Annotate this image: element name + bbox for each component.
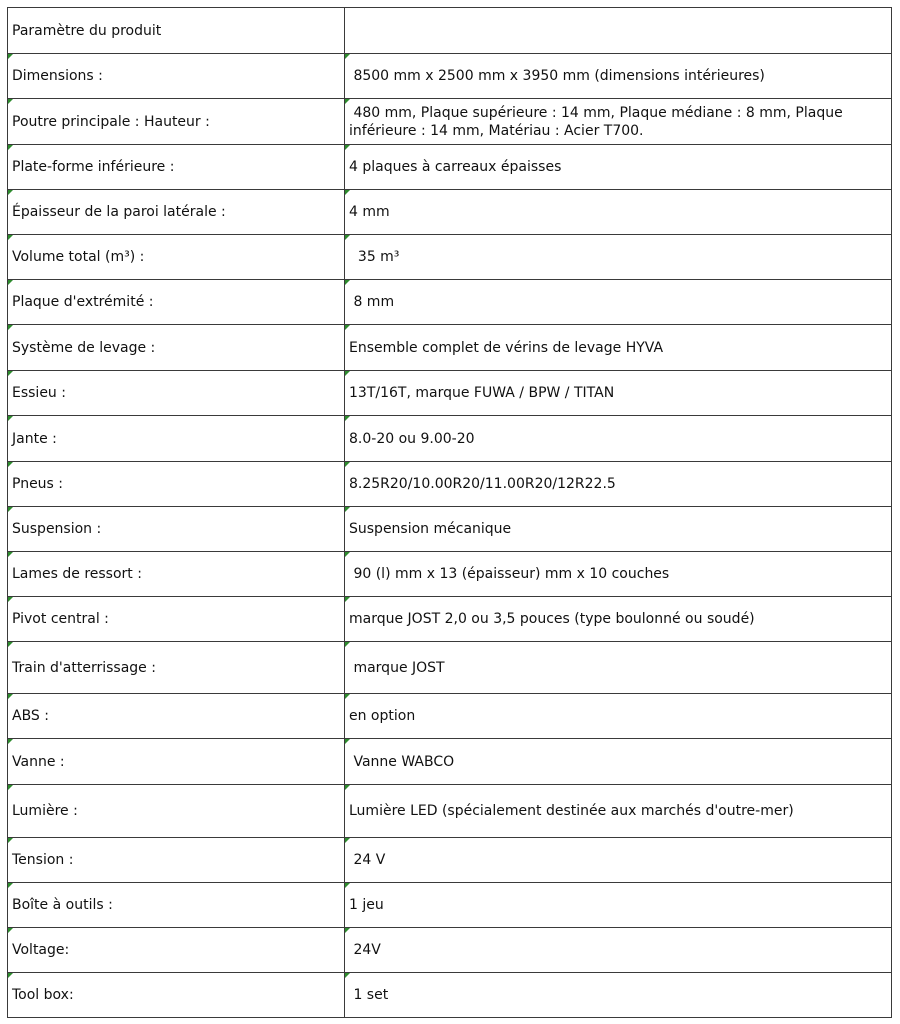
parameter-label: Poutre principale : Hauteur :: [8, 99, 345, 145]
parameter-value: 1 jeu: [345, 883, 892, 928]
table-row: [8, 235, 892, 280]
cell-marker-icon: [345, 739, 350, 744]
parameter-value: Vanne WABCO: [345, 739, 892, 785]
cell-marker-icon: [345, 694, 350, 699]
cell-marker-icon: [8, 973, 13, 978]
parameter-label: Vanne :: [8, 739, 345, 785]
table-row: [8, 785, 892, 838]
parameter-label: Voltage:: [8, 928, 345, 973]
table-row: [8, 145, 892, 190]
table-row: [8, 973, 892, 1018]
parameter-value: 8 mm: [345, 280, 892, 325]
cell-marker-icon: [8, 371, 13, 376]
cell-marker-icon: [345, 54, 350, 59]
cell-marker-icon: [345, 325, 350, 330]
cell-marker-icon: [8, 552, 13, 557]
parameter-label: Train d'atterrissage :: [8, 642, 345, 694]
cell-marker-icon: [345, 462, 350, 467]
cell-marker-icon: [8, 597, 13, 602]
parameter-label: Lames de ressort :: [8, 552, 345, 597]
table-row: [8, 8, 892, 54]
cell-marker-icon: [8, 145, 13, 150]
parameter-label: Paramètre du produit: [8, 8, 345, 54]
cell-marker-icon: [8, 928, 13, 933]
parameter-value: marque JOST 2,0 ou 3,5 pouces (type boulonné ou soudé): [345, 597, 892, 642]
parameter-value: 1 set: [345, 973, 892, 1018]
parameter-value: 8.25R20/10.00R20/11.00R20/12R22.5: [345, 462, 892, 507]
table-row: [8, 928, 892, 973]
cell-marker-icon: [8, 642, 13, 647]
parameter-value: 480 mm, Plaque supérieure : 14 mm, Plaque médiane : 8 mm, Plaque inférieure : 14 mm, Matériau : Acier T700.: [345, 99, 892, 145]
cell-marker-icon: [345, 507, 350, 512]
cell-marker-icon: [345, 371, 350, 376]
parameter-label: Lumière :: [8, 785, 345, 838]
table-row: [8, 416, 892, 462]
table-row: [8, 552, 892, 597]
parameter-label: Plaque d'extrémité :: [8, 280, 345, 325]
parameter-value: en option: [345, 694, 892, 739]
parameter-label: Jante :: [8, 416, 345, 462]
parameter-value: 24 V: [345, 838, 892, 883]
table-row: [8, 507, 892, 552]
cell-marker-icon: [345, 883, 350, 888]
cell-marker-icon: [345, 416, 350, 421]
parameter-label: Boîte à outils :: [8, 883, 345, 928]
parameter-label: Volume total (m³) :: [8, 235, 345, 280]
parameter-value: 13T/16T, marque FUWA / BPW / TITAN: [345, 371, 892, 416]
parameter-label: Pivot central :: [8, 597, 345, 642]
table-row: [8, 597, 892, 642]
parameter-label: ABS :: [8, 694, 345, 739]
cell-marker-icon: [8, 838, 13, 843]
parameter-value: 24V: [345, 928, 892, 973]
product-parameter-table: [7, 7, 892, 1018]
cell-marker-icon: [345, 235, 350, 240]
table-row: [8, 99, 892, 145]
table-row: [8, 371, 892, 416]
cell-marker-icon: [345, 145, 350, 150]
table-row: [8, 190, 892, 235]
parameter-value: 4 mm: [345, 190, 892, 235]
cell-marker-icon: [8, 235, 13, 240]
parameter-label: Tension :: [8, 838, 345, 883]
parameter-value: 8500 mm x 2500 mm x 3950 mm (dimensions intérieures): [345, 54, 892, 99]
cell-marker-icon: [8, 416, 13, 421]
cell-marker-icon: [345, 190, 350, 195]
cell-marker-icon: [8, 325, 13, 330]
cell-marker-icon: [8, 785, 13, 790]
cell-marker-icon: [345, 597, 350, 602]
parameter-label: Plate-forme inférieure :: [8, 145, 345, 190]
table-row: [8, 54, 892, 99]
cell-marker-icon: [345, 99, 350, 104]
cell-marker-icon: [8, 54, 13, 59]
parameter-value: 4 plaques à carreaux épaisses: [345, 145, 892, 190]
cell-marker-icon: [8, 462, 13, 467]
table-row: [8, 325, 892, 371]
cell-marker-icon: [8, 694, 13, 699]
parameter-label: Épaisseur de la paroi latérale :: [8, 190, 345, 235]
table-row: [8, 280, 892, 325]
table-row: [8, 739, 892, 785]
parameter-label: Tool box:: [8, 973, 345, 1018]
parameter-value: [345, 8, 892, 54]
cell-marker-icon: [8, 190, 13, 195]
cell-marker-icon: [345, 785, 350, 790]
cell-marker-icon: [8, 883, 13, 888]
parameter-label: Essieu :: [8, 371, 345, 416]
parameter-value: 35 m³: [345, 235, 892, 280]
parameter-value: marque JOST: [345, 642, 892, 694]
parameter-value: Lumière LED (spécialement destinée aux marchés d'outre-mer): [345, 785, 892, 838]
table-row: [8, 838, 892, 883]
cell-marker-icon: [345, 928, 350, 933]
cell-marker-icon: [345, 973, 350, 978]
parameter-label: Pneus :: [8, 462, 345, 507]
parameter-label: Suspension :: [8, 507, 345, 552]
table-body: [8, 8, 892, 1018]
table-row: [8, 462, 892, 507]
cell-marker-icon: [345, 552, 350, 557]
table-row: [8, 694, 892, 739]
parameter-value: Ensemble complet de vérins de levage HYVA: [345, 325, 892, 371]
parameter-label: Dimensions :: [8, 54, 345, 99]
cell-marker-icon: [8, 280, 13, 285]
parameter-value: 90 (l) mm x 13 (épaisseur) mm x 10 couches: [345, 552, 892, 597]
cell-marker-icon: [345, 280, 350, 285]
cell-marker-icon: [8, 99, 13, 104]
cell-marker-icon: [8, 739, 13, 744]
cell-marker-icon: [8, 507, 13, 512]
table-row: [8, 883, 892, 928]
parameter-value: Suspension mécanique: [345, 507, 892, 552]
cell-marker-icon: [345, 838, 350, 843]
parameter-label: Système de levage :: [8, 325, 345, 371]
table-row: [8, 642, 892, 694]
parameter-value: 8.0-20 ou 9.00-20: [345, 416, 892, 462]
cell-marker-icon: [345, 642, 350, 647]
